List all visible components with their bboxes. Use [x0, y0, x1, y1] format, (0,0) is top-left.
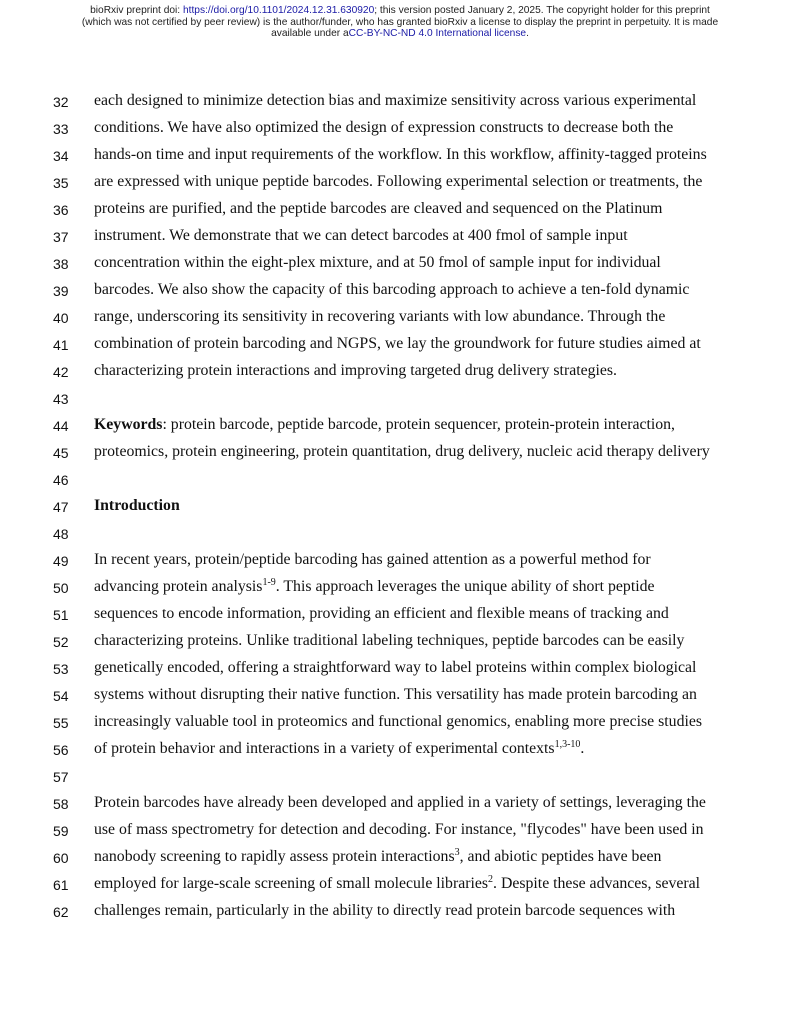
manuscript-line	[0, 225, 800, 252]
line-number: 58	[53, 796, 69, 812]
text-segment: barcodes. We also show the capacity of this barcoding approach to achieve a ten-fold dynamic	[94, 281, 690, 298]
text-segment: are expressed with unique peptide barcodes. Following experimental selection or treatments, the	[94, 173, 703, 190]
line-text	[94, 308, 734, 326]
line-text	[94, 902, 734, 920]
line-number: 41	[53, 337, 69, 353]
citation-superscript: 2	[488, 874, 494, 885]
text-segment: instrument. We demonstrate that we can detect barcodes at 400 fmol of sample input	[94, 227, 628, 244]
line-number: 35	[53, 175, 69, 191]
text-segment: hands-on time and input requirements of the workflow. In this workflow, affinity-tagged proteins	[94, 146, 707, 163]
manuscript-line	[0, 900, 800, 927]
manuscript-line	[0, 738, 800, 765]
text-segment: systems without disrupting their native function. This versatility has made protein barcoding an	[94, 686, 697, 703]
header-line-3	[40, 28, 760, 40]
line-number: 43	[53, 391, 69, 407]
text-segment: . This approach leverages the unique ability of short peptide	[275, 578, 655, 595]
line-number: 48	[53, 526, 69, 542]
text-segment: use of mass spectrometry for detection and decoding. For instance, "flycodes" have been used in	[94, 821, 704, 838]
text-segment: characterizing protein interactions and improving targeted drug delivery strategies.	[94, 362, 618, 379]
line-number: 54	[53, 688, 69, 704]
text-segment: . Despite these advances, several	[493, 875, 701, 892]
line-number: 40	[53, 310, 69, 326]
text-segment: Protein barcodes have already been developed and applied in a variety of settings, leveraging the	[94, 794, 706, 811]
bold-heading: Keywords	[94, 416, 163, 433]
line-text	[94, 227, 734, 245]
citation-superscript: 3	[454, 847, 460, 858]
line-text	[94, 848, 734, 866]
bold-heading: Introduction	[94, 497, 180, 514]
line-number: 59	[53, 823, 69, 839]
manuscript-line	[0, 819, 800, 846]
doi-link[interactable]: https://doi.org/10.1101/2024.12.31.630920	[182, 5, 375, 16]
text-segment: of protein behavior and interactions in a variety of experimental contexts	[94, 740, 555, 757]
line-text	[94, 335, 734, 353]
line-text	[94, 632, 734, 650]
line-number: 42	[53, 364, 69, 380]
line-number: 44	[53, 418, 69, 434]
manuscript-line	[0, 522, 800, 549]
line-number: 60	[53, 850, 69, 866]
line-text	[94, 200, 734, 218]
line-text	[94, 686, 734, 704]
line-number: 57	[53, 769, 69, 785]
line-number: 47	[53, 499, 69, 515]
text-segment: sequences to encode information, providing an efficient and flexible means of tracking and	[94, 605, 669, 622]
line-text	[94, 254, 734, 272]
line-number: 33	[53, 121, 69, 137]
manuscript-line	[0, 198, 800, 225]
text-segment: challenges remain, particularly in the ability to directly read protein barcode sequences with	[94, 902, 676, 919]
manuscript-line	[0, 549, 800, 576]
text-segment: employed for large-scale screening of small molecule libraries	[94, 875, 489, 892]
line-text	[94, 794, 734, 812]
line-text	[94, 92, 734, 110]
preprint-header	[40, 5, 760, 40]
line-number: 53	[53, 661, 69, 677]
manuscript-line	[0, 306, 800, 333]
manuscript-body	[0, 90, 800, 927]
line-text	[94, 497, 734, 515]
manuscript-line	[0, 252, 800, 279]
line-number: 52	[53, 634, 69, 650]
line-number: 50	[53, 580, 69, 596]
license-suffix: .	[526, 28, 529, 39]
text-segment: : protein barcode, peptide barcode, protein sequencer, protein-protein interaction,	[162, 416, 676, 433]
citation-superscript: 1-9	[262, 577, 276, 588]
manuscript-line	[0, 468, 800, 495]
header-suffix: ; this version posted January 2, 2025. The copyright holder for this preprint	[374, 5, 710, 16]
line-text	[94, 146, 734, 164]
manuscript-line	[0, 279, 800, 306]
manuscript-line	[0, 711, 800, 738]
manuscript-line	[0, 333, 800, 360]
line-text	[94, 740, 734, 758]
header-line-1	[40, 5, 760, 17]
line-text	[94, 362, 734, 380]
text-segment: genetically encoded, offering a straightforward way to label proteins within complex biological	[94, 659, 697, 676]
line-number: 38	[53, 256, 69, 272]
line-number: 62	[53, 904, 69, 920]
manuscript-line	[0, 414, 800, 441]
text-segment: .	[580, 740, 585, 757]
text-segment: range, underscoring its sensitivity in recovering variants with low abundance. Through the	[94, 308, 666, 325]
manuscript-line	[0, 441, 800, 468]
line-number: 61	[53, 877, 69, 893]
manuscript-line	[0, 117, 800, 144]
line-number: 49	[53, 553, 69, 569]
line-text	[94, 281, 734, 299]
header-line-2: (which was not certified by peer review) is the author/funder, who has granted bioRxiv a license to display the preprint in perpetuity. It is made	[81, 16, 719, 28]
line-text	[94, 173, 734, 191]
line-text	[94, 578, 734, 596]
line-number: 56	[53, 742, 69, 758]
text-segment: , and abiotic peptides have been	[459, 848, 662, 865]
text-segment: proteomics, protein engineering, protein quantitation, drug delivery, nucleic acid therapy delivery	[94, 443, 710, 460]
manuscript-line	[0, 387, 800, 414]
line-number: 36	[53, 202, 69, 218]
line-number: 34	[53, 148, 69, 164]
text-segment: nanobody screening to rapidly assess protein interactions	[94, 848, 455, 865]
manuscript-line	[0, 144, 800, 171]
manuscript-line	[0, 657, 800, 684]
manuscript-line	[0, 495, 800, 522]
manuscript-line	[0, 576, 800, 603]
manuscript-line	[0, 765, 800, 792]
line-text	[94, 416, 734, 434]
line-number: 39	[53, 283, 69, 299]
text-segment: each designed to minimize detection bias and maximize sensitivity across various experimental	[94, 92, 697, 109]
license-prefix: available under a	[271, 28, 349, 39]
text-segment: advancing protein analysis	[94, 578, 263, 595]
license-link[interactable]: CC-BY-NC-ND 4.0 International license	[348, 28, 527, 39]
text-segment: increasingly valuable tool in proteomics and functional genomics, enabling more precise studies	[94, 713, 703, 730]
manuscript-line	[0, 603, 800, 630]
manuscript-line	[0, 90, 800, 117]
line-text	[94, 875, 734, 893]
line-number: 51	[53, 607, 69, 623]
header-prefix: bioRxiv preprint doi:	[90, 5, 183, 16]
manuscript-line	[0, 171, 800, 198]
line-text	[94, 659, 734, 677]
line-number: 32	[53, 94, 69, 110]
line-text	[94, 713, 734, 731]
line-number: 45	[53, 445, 69, 461]
manuscript-line	[0, 630, 800, 657]
line-text	[94, 551, 734, 569]
text-segment: conditions. We have also optimized the design of expression constructs to decrease both the	[94, 119, 674, 136]
text-segment: concentration within the eight-plex mixture, and at 50 fmol of sample input for individual	[94, 254, 661, 271]
line-number: 37	[53, 229, 69, 245]
manuscript-line	[0, 846, 800, 873]
text-segment: combination of protein barcoding and NGPS, we lay the groundwork for future studies aimed at	[94, 335, 701, 352]
manuscript-line	[0, 792, 800, 819]
line-text	[94, 443, 734, 461]
text-segment: characterizing proteins. Unlike traditional labeling techniques, peptide barcodes can be easily	[94, 632, 685, 649]
line-number: 46	[53, 472, 69, 488]
manuscript-line	[0, 360, 800, 387]
text-segment: In recent years, protein/peptide barcoding has gained attention as a powerful method for	[94, 551, 651, 568]
manuscript-line	[0, 873, 800, 900]
line-text	[94, 605, 734, 623]
manuscript-line	[0, 684, 800, 711]
citation-superscript: 1,3-10	[554, 739, 581, 750]
line-text	[94, 821, 734, 839]
line-text	[94, 119, 734, 137]
text-segment: proteins are purified, and the peptide barcodes are cleaved and sequenced on the Platinum	[94, 200, 663, 217]
line-number: 55	[53, 715, 69, 731]
